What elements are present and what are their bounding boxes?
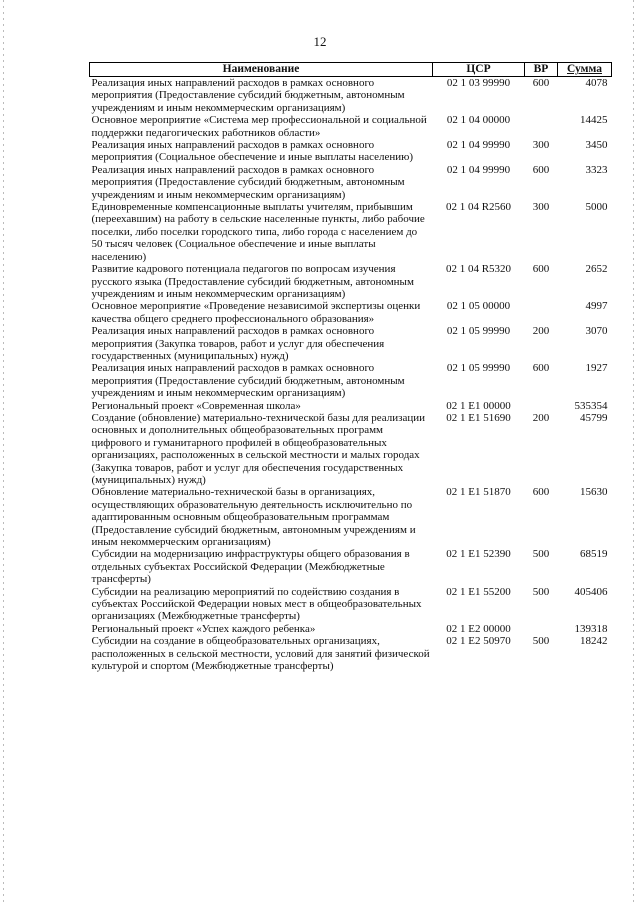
cell-name: Реализация иных направлений расходов в рамках основного мероприятия (Предоставление субсидий бюджетным, автономным учреждениям и иным некоммерческим организациям) xyxy=(91,77,405,114)
cell-csr: 02 1 E1 00000 xyxy=(446,399,511,412)
cell-csr: 02 1 E2 00000 xyxy=(446,622,511,635)
cell-vr: 600 xyxy=(532,486,550,499)
cell-name: Основное мероприятие «Проведение независимой экспертизы оценки качества общего среднего профессионального образования» xyxy=(91,300,421,325)
cell-sum: 4078 xyxy=(585,77,608,89)
table-body xyxy=(90,77,612,673)
cell-vr: 200 xyxy=(532,325,550,338)
cell-vr xyxy=(525,300,558,325)
cell-csr: 02 1 04 R2560 xyxy=(445,201,512,214)
scan-edge-left xyxy=(3,0,4,905)
cell-name: Субсидии на реализацию мероприятий по содействию создания в субъектах Российской Федерации новых мест в общеобразовательных организациях (Межбюджетные трансферты) xyxy=(91,585,422,623)
table-row xyxy=(90,486,612,548)
cell-name: Реализация иных направлений расходов в рамках основного мероприятия (Предоставление субсидий бюджетным, автономным учреждениям и иным некоммерческим организациям) xyxy=(91,362,405,400)
cell-sum: 18242 xyxy=(580,635,608,648)
cell-name: Региональный проект «Современная школа» xyxy=(91,399,301,412)
cell-vr: 500 xyxy=(532,585,550,598)
table-row xyxy=(90,548,612,585)
cell-sum: 45799 xyxy=(580,411,608,424)
cell-vr xyxy=(525,400,558,412)
cell-csr: 02 1 03 99990 xyxy=(446,77,511,89)
table-row xyxy=(90,77,612,115)
header-vr: ВР xyxy=(525,63,558,77)
cell-csr: 02 1 04 99990 xyxy=(446,139,511,152)
cell-vr: 200 xyxy=(532,411,550,424)
cell-name: Реализация иных направлений расходов в рамках основного мероприятия (Предоставление субсидий бюджетным, автономным учреждениям и иным некоммерческим организациям) xyxy=(91,163,405,201)
cell-csr: 02 1 E1 51870 xyxy=(446,486,511,499)
cell-name: Субсидии на модернизацию инфраструктуры общего образования в отдельных субъектах Российской Федерации (Межбюджетные трансферты) xyxy=(91,548,410,586)
cell-name: Реализация иных направлений расходов в рамках основного мероприятия (Закупка товаров, работ и услуг для обеспечения государственных (муниципальных) нужд) xyxy=(91,325,385,362)
cell-sum: 3070 xyxy=(585,325,608,338)
cell-vr xyxy=(525,114,558,139)
cell-sum: 5000 xyxy=(585,201,608,214)
cell-sum: 2652 xyxy=(585,263,608,276)
cell-vr: 500 xyxy=(532,635,550,648)
cell-vr: 300 xyxy=(532,201,550,214)
cell-csr: 02 1 05 99990 xyxy=(446,325,511,338)
cell-csr: 02 1 04 99990 xyxy=(446,163,511,176)
cell-sum: 1927 xyxy=(585,362,608,375)
cell-csr: 02 1 E2 50970 xyxy=(446,635,511,648)
cell-name: Единовременные компенсационные выплаты учителям, прибывшим (переехавшим) на работу в сельские населенные пункты, либо рабочие поселки, либо поселки городского типа, либо города с населением до 50 тысяч человек (Социальное обеспечение и иные выплаты населению) xyxy=(91,201,425,263)
scan-edge-right xyxy=(633,0,634,905)
table-row xyxy=(90,623,612,635)
table-row xyxy=(90,164,612,201)
table-row xyxy=(90,400,612,412)
cell-csr: 02 1 05 99990 xyxy=(446,362,511,375)
cell-name: Реализация иных направлений расходов в рамках основного мероприятия (Социальное обеспечение и иные выплаты населению) xyxy=(91,139,414,164)
cell-name: Региональный проект «Успех каждого ребенка» xyxy=(91,622,316,635)
table-row xyxy=(90,325,612,362)
table-row xyxy=(90,263,612,300)
cell-sum: 14425 xyxy=(580,114,608,127)
cell-csr: 02 1 04 00000 xyxy=(446,114,511,127)
cell-sum: 139318 xyxy=(574,622,608,635)
cell-csr: 02 1 E1 55200 xyxy=(446,585,511,598)
table-row xyxy=(90,114,612,139)
cell-sum: 405406 xyxy=(574,585,608,598)
table-row xyxy=(90,300,612,325)
header-csr: ЦСР xyxy=(433,63,525,77)
cell-vr xyxy=(525,623,558,635)
cell-name: Развитие кадрового потенциала педагогов по вопросам изучения русского языка (Предоставление субсидий бюджетным, автономным учреждениям и иным некоммерческим организациям) xyxy=(91,263,414,300)
cell-vr: 600 xyxy=(532,77,550,89)
cell-name: Основное мероприятие «Система мер профессиональной и социальной поддержки педагогических работников области» xyxy=(91,114,427,139)
cell-csr: 02 1 E1 52390 xyxy=(446,548,511,561)
table-row xyxy=(90,201,612,263)
cell-sum: 3323 xyxy=(585,163,608,176)
page-number: 12 xyxy=(313,34,327,49)
table-header xyxy=(90,63,612,77)
cell-sum: 4997 xyxy=(585,300,608,313)
cell-sum: 68519 xyxy=(580,548,608,561)
cell-vr: 600 xyxy=(532,362,550,375)
cell-vr: 300 xyxy=(532,139,550,152)
cell-sum: 3450 xyxy=(585,139,608,152)
cell-csr: 02 1 04 R5320 xyxy=(445,263,512,276)
cell-sum: 535354 xyxy=(574,399,608,412)
table-row xyxy=(90,139,612,164)
header-name: Наименование xyxy=(90,63,433,77)
table-row xyxy=(90,586,612,623)
cell-csr: 02 1 05 00000 xyxy=(446,300,511,313)
cell-csr: 02 1 E1 51690 xyxy=(446,411,511,424)
cell-vr: 500 xyxy=(532,548,550,561)
table-row xyxy=(90,362,612,399)
cell-name: Создание (обновление) материально-технической базы для реализации основных и дополнительных общеобразовательных программ цифрового и гуманитарного профилей в общеобразовательных организациях, расположенных в сельской местности и малых городах (Закупка товаров, работ и услуг для обеспечения государственных (муниципальных) нужд) xyxy=(91,411,426,486)
header-sum: Сумма xyxy=(558,63,612,77)
cell-name: Субсидии на создание в общеобразовательных организациях, расположенных в сельской местности, условий для занятий физической культурой и спортом (Межбюджетные трансферты) xyxy=(91,635,430,673)
cell-name: Обновление материально-технической базы в организациях, осуществляющих образовательную деятельность исключительно по адаптированным основным общеобразовательным программам (Предоставление субсидий бюджетным, автономным учреждениям и иным некоммерческим организациям) xyxy=(91,486,416,549)
budget-table xyxy=(89,62,612,673)
table-row xyxy=(90,412,612,486)
cell-sum: 15630 xyxy=(580,486,608,499)
cell-vr: 600 xyxy=(532,263,550,276)
table-row xyxy=(90,635,612,672)
cell-vr: 600 xyxy=(532,163,550,176)
